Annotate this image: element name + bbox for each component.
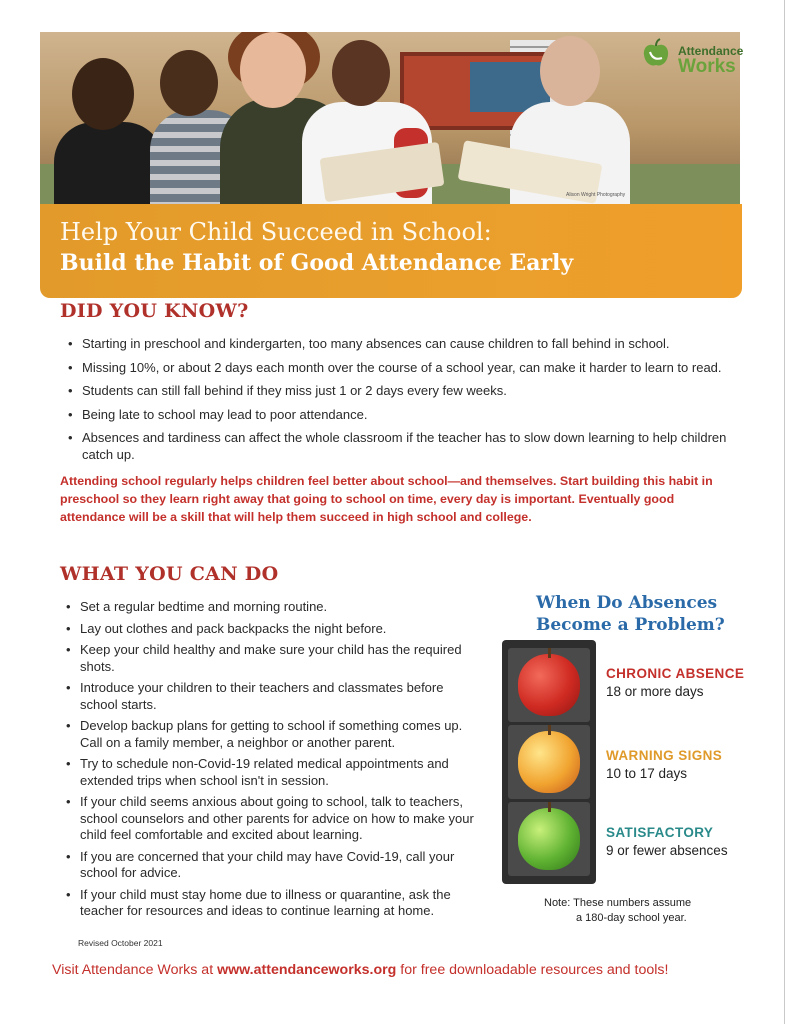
absences-panel-title [536, 592, 736, 636]
banner-title: Help Your Child Succeed in School: [60, 218, 492, 246]
did-you-know-list [66, 336, 746, 470]
chronic-absence-value: 18 or more days [606, 684, 704, 699]
logo-text-works: Works [678, 56, 736, 77]
note-line2: a 180-day school year. [576, 912, 687, 924]
child-head [540, 36, 600, 106]
list-item: • If you are concerned that your child may have Covid-19, call your school for advice. [64, 849, 484, 882]
list-item: • Lay out clothes and pack backpacks the night before. [64, 621, 484, 638]
list-item: • Absences and tardiness can affect the whole classroom if the teacher has to slow down learning to help children catch up. [66, 430, 746, 463]
logo-text-attendance: Attendance [678, 44, 744, 58]
footer-suffix: for free downloadable resources and tools! [396, 962, 669, 978]
absences-title-line1: When Do Absences [536, 593, 718, 613]
list-item: • Try to schedule non-Covid-19 related medical appointments and extended trips when school isn't in session. [64, 756, 484, 789]
hero-photo [40, 32, 740, 204]
child-body [54, 122, 164, 204]
traffic-light-red [508, 648, 590, 722]
traffic-light-yellow [508, 725, 590, 799]
footer-cta [52, 962, 742, 978]
list-item: • Students can still fall behind if they miss just 1 or 2 days every few weeks. [66, 383, 746, 400]
list-item: • If your child must stay home due to illness or quarantine, ask the teacher for resources and ideas to continue learning at home. [64, 887, 484, 920]
absences-title-line2: Become a Problem? [536, 615, 725, 635]
did-you-know-heading: DID YOU KNOW? [60, 300, 249, 322]
satisfactory-value: 9 or fewer absences [606, 843, 728, 858]
banner-subtitle: Build the Habit of Good Attendance Early [60, 250, 574, 276]
footer-prefix: Visit Attendance Works at [52, 962, 218, 978]
list-item: • Introduce your children to their teachers and classmates before school starts. [64, 680, 484, 713]
yellow-apple-icon [518, 731, 580, 793]
satisfactory-label: SATISFACTORY [606, 825, 714, 840]
warning-signs-value: 10 to 17 days [606, 766, 688, 781]
photo-credit: Alison Wright Photography [566, 192, 626, 198]
chronic-absence-label: CHRONIC ABSENCE [606, 666, 745, 681]
apple-logo-icon [642, 38, 670, 68]
revised-date: Revised October 2021 [78, 938, 163, 948]
list-item: • Starting in preschool and kindergarten, too many absences can cause children to fall behind in school. [66, 336, 746, 353]
list-item: • Being late to school may lead to poor attendance. [66, 407, 746, 424]
list-item: • Develop backup plans for getting to school if something comes up. Call on a family member, a neighbor or another parent. [64, 718, 484, 751]
child-head [160, 50, 218, 116]
green-apple-icon [518, 808, 580, 870]
traffic-light-green [508, 802, 590, 876]
note-line1: Note: These numbers assume [544, 897, 692, 909]
teacher-head [240, 32, 306, 108]
traffic-light [502, 640, 596, 884]
attendance-works-logo [640, 36, 750, 80]
what-you-can-do-list [64, 599, 484, 925]
what-you-can-do-heading: WHAT YOU CAN DO [60, 563, 279, 585]
red-apple-icon [518, 654, 580, 716]
attendance-emphasis-paragraph: Attending school regularly helps children feel better about school—and themselves. Start building this habit in preschool so they learn right away that going to school on time, every day is important. Eventually good attendance will be a skill that will help them succeed in high school and college. [60, 474, 713, 524]
child-head [332, 40, 390, 106]
list-item: • Missing 10%, or about 2 days each month over the course of a school year, can make it harder to learn to read. [66, 360, 746, 377]
page-edge-line [784, 0, 785, 1024]
warning-signs-label: WARNING SIGNS [606, 748, 723, 763]
school-year-note [544, 896, 724, 926]
title-banner [40, 204, 742, 298]
list-item: • Keep your child healthy and make sure your child has the required shots. [64, 642, 484, 675]
list-item: • If your child seems anxious about going to school, talk to teachers, school counselors and other parents for advice on how to make your child feel comfortable and excited about learning. [64, 794, 484, 844]
footer-website-link[interactable]: www.attendanceworks.org [217, 962, 397, 978]
list-item: • Set a regular bedtime and morning routine. [64, 599, 484, 616]
child-head [72, 58, 134, 130]
